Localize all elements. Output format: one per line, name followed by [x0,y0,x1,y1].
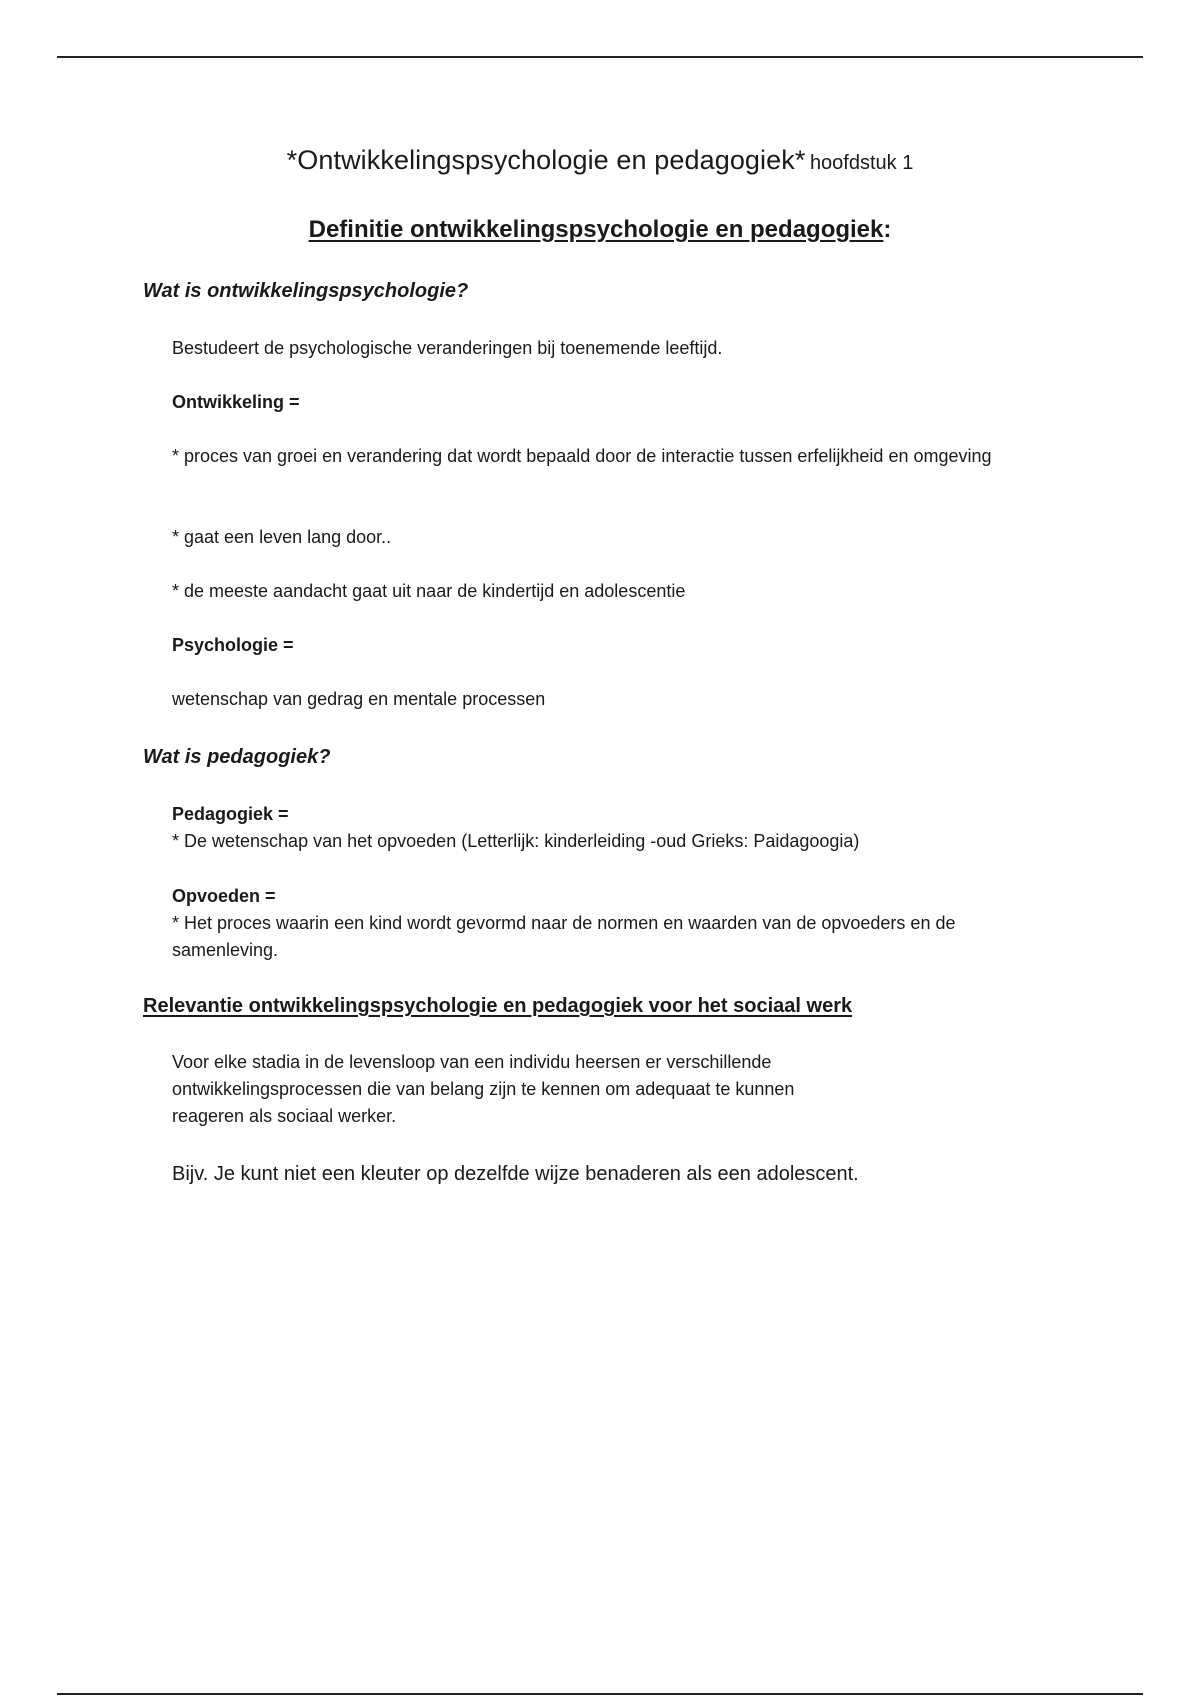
relevance-paragraph [172,1049,1052,1130]
list-item: * gaat een leven lang door.. [172,527,392,547]
document-title [0,145,1200,176]
definition-heading-text: Definitie ontwikkelingspsychologie en pedagogiek [308,216,884,243]
term-opvoeden: Opvoeden = [172,886,276,906]
list-item: * proces van groei en verandering dat wordt bepaald door de interactie tussen erfelijkheid en omgeving [172,446,992,466]
paragraph-line: Voor elke stadia in de levensloop van een individu heersen er verschillende [172,1052,772,1072]
definition-heading [0,216,1200,244]
definition-heading-colon: : [883,216,892,243]
question-pedagogiek: Wat is pedagogiek? [143,746,331,768]
list-item: * de meeste aandacht gaat uit naar de kindertijd en adolescentie [172,581,686,601]
bottom-rule [57,1693,1143,1695]
term-ontwikkeling: Ontwikkeling = [172,392,300,412]
term-pedagogiek: Pedagogiek = [172,804,289,824]
term-psychologie: Psychologie = [172,635,294,655]
relevance-heading: Relevantie ontwikkelingspsychologie en pedagogiek voor het sociaal werk [143,995,853,1017]
title-chapter: hoofdstuk 1 [809,152,914,174]
paragraph-line: reageren als sociaal werker. [172,1106,397,1126]
definition-pedagogiek: * De wetenschap van het opvoeden (Letterlijk: kinderleiding -oud Grieks: Paidagoogia) [172,831,860,851]
example-sentence: Bijv. Je kunt niet een kleuter op dezelfde wijze benaderen als een adolescent. [172,1163,859,1185]
paragraph-line: ontwikkelingsprocessen die van belang zijn te kennen om adequaat te kunnen [172,1079,795,1099]
top-rule [57,56,1143,58]
title-main: *Ontwikkelingspsychologie en pedagogiek* [286,145,806,175]
intro-paragraph: Bestudeert de psychologische veranderingen bij toenemende leeftijd. [172,338,723,358]
definition-opvoeden: * Het proces waarin een kind wordt gevormd naar de normen en waarden van de opvoeders en de samenleving. [172,913,956,960]
question-ontwikkelingspsychologie: Wat is ontwikkelingspsychologie? [143,280,469,302]
definition-psychologie: wetenschap van gedrag en mentale processen [172,689,546,709]
